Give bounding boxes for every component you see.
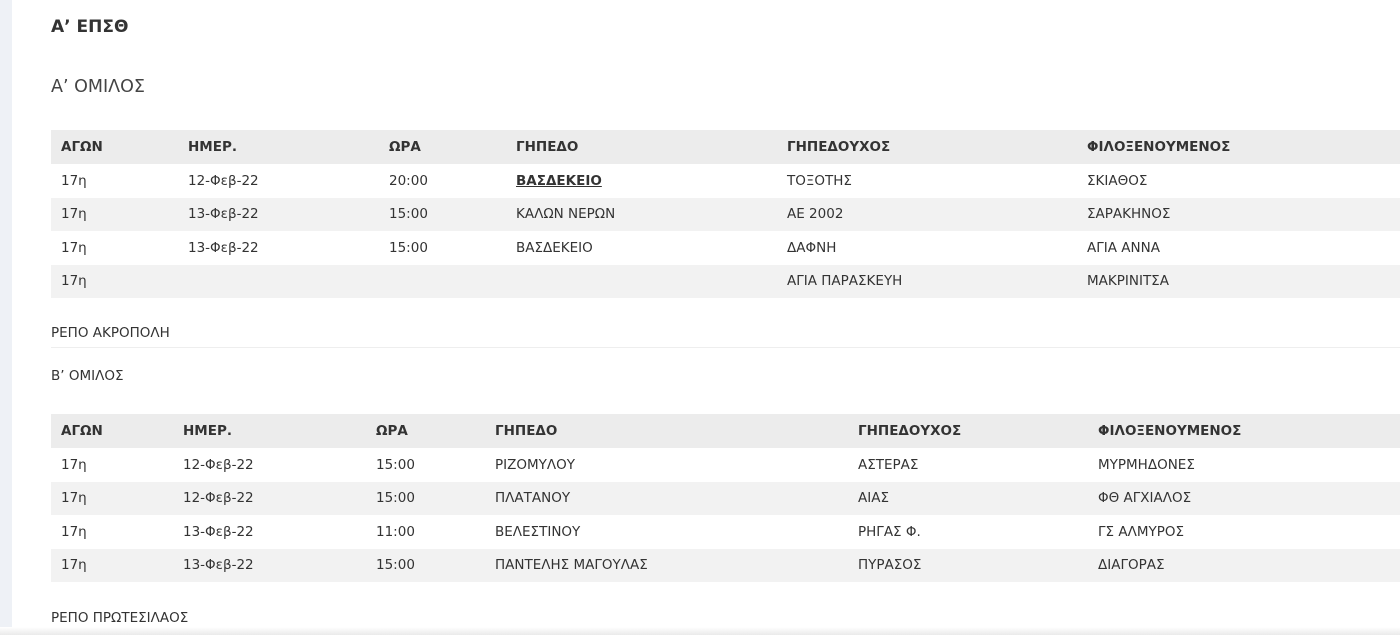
away-team-cell: ΜΑΚΡΙΝΙΤΣΑ	[1077, 265, 1400, 299]
column-header-venue: ΓΗΠΕΔΟ	[506, 130, 777, 164]
column-header-match: ΑΓΩΝ	[51, 414, 173, 448]
time-cell	[379, 265, 506, 299]
table-row	[51, 482, 1400, 516]
time-cell: 15:00	[389, 239, 428, 256]
column-header-home-team: ΓΗΠΕΔΟΥΧΟΣ	[777, 130, 1077, 164]
column-header-home-team: ΓΗΠΕΔΟΥΧΟΣ	[848, 414, 1088, 448]
home-team-cell: ΔΑΦΝΗ	[787, 239, 837, 256]
table-header-row	[51, 130, 1400, 164]
away-team-cell: ΓΣ ΑΛΜΥΡΟΣ	[1098, 523, 1185, 540]
venue-cell: ΒΑΣΔΕΚΕΙΟ	[516, 239, 593, 256]
date-cell	[178, 265, 379, 299]
table-row	[51, 515, 1400, 549]
match-cell: 17η	[51, 482, 173, 516]
match-cell: 17η	[51, 265, 178, 299]
time-cell: 11:00	[376, 523, 415, 540]
away-team-cell: ΣΚΙΑΘΟΣ	[1087, 172, 1148, 189]
date-cell: 13-Φεβ-22	[173, 549, 366, 583]
venue-cell: ΠΑΝΤΕΛΗΣ ΜΑΓΟΥΛΑΣ	[485, 549, 848, 583]
home-team-cell: ΑΙΑΣ	[848, 482, 1088, 516]
away-team-cell: ΦΘ ΑΓΧΙΑΛΟΣ	[1088, 482, 1400, 516]
time-cell: 15:00	[366, 482, 485, 516]
group-a-title: Α’ ΟΜΙΛΟΣ	[51, 77, 145, 97]
match-cell: 17η	[51, 198, 178, 232]
group-a-bye-note: ΡΕΠΟ ΑΚΡΟΠΟΛΗ	[51, 325, 1400, 348]
time-cell: 15:00	[376, 456, 415, 473]
home-team-cell: ΑΣΤΕΡΑΣ	[858, 456, 919, 473]
home-team-cell: ΑΓΙΑ ΠΑΡΑΣΚΕΥΗ	[777, 265, 1077, 299]
venue-cell: ΚΑΛΩΝ ΝΕΡΩΝ	[506, 198, 777, 232]
table-row	[51, 265, 1400, 299]
table-row	[51, 198, 1400, 232]
table-header-row	[51, 414, 1400, 448]
group-b-fixtures-table	[51, 414, 1400, 582]
column-header-match: ΑΓΩΝ	[51, 130, 178, 164]
column-header-away-team: ΦΙΛΟΞΕΝΟΥΜΕΝΟΣ	[1088, 414, 1400, 448]
match-cell: 17η	[61, 172, 87, 189]
venue-cell	[506, 164, 777, 198]
table-row	[51, 231, 1400, 265]
match-cell: 17η	[61, 456, 87, 473]
away-team-cell: ΑΓΙΑ ΑΝΝΑ	[1087, 239, 1160, 256]
bottom-scroll-shadow	[0, 627, 1400, 635]
match-cell: 17η	[61, 239, 87, 256]
group-a-fixtures-table	[51, 130, 1400, 298]
date-cell: 12-Φεβ-22	[188, 172, 259, 189]
home-team-cell: ΠΥΡΑΣΟΣ	[848, 549, 1088, 583]
date-cell: 13-Φεβ-22	[178, 198, 379, 232]
venue-cell: ΠΛΑΤΑΝΟΥ	[485, 482, 848, 516]
date-cell: 12-Φεβ-22	[183, 456, 254, 473]
venue-link[interactable]: ΒΑΣΔΕΚΕΙΟ	[516, 172, 602, 189]
home-team-cell: ΡΗΓΑΣ Φ.	[858, 523, 921, 540]
left-rail	[0, 0, 12, 635]
match-cell: 17η	[61, 523, 87, 540]
away-team-cell: ΣΑΡΑΚΗΝΟΣ	[1077, 198, 1400, 232]
home-team-cell: ΤΟΞΟΤΗΣ	[787, 172, 852, 189]
time-cell: 15:00	[366, 549, 485, 583]
table-row	[51, 164, 1400, 198]
column-header-date: ΗΜΕΡ.	[173, 414, 366, 448]
date-cell: 13-Φεβ-22	[188, 239, 259, 256]
match-cell: 17η	[51, 549, 173, 583]
page-title: Α’ ΕΠΣΘ	[51, 17, 129, 37]
table-row	[51, 448, 1400, 482]
column-header-away-team: ΦΙΛΟΞΕΝΟΥΜΕΝΟΣ	[1077, 130, 1400, 164]
venue-cell: ΡΙΖΟΜΥΛΟΥ	[495, 456, 575, 473]
date-cell: 12-Φεβ-22	[173, 482, 366, 516]
away-team-cell: ΜΥΡΜΗΔΟΝΕΣ	[1098, 456, 1195, 473]
column-header-time: ΩΡΑ	[379, 130, 506, 164]
date-cell: 13-Φεβ-22	[183, 523, 254, 540]
group-b-bye-note: ΡΕΠΟ ΠΡΩΤΕΣΙΛΑΟΣ	[51, 610, 189, 626]
column-header-venue: ΓΗΠΕΔΟ	[485, 414, 848, 448]
time-cell: 15:00	[379, 198, 506, 232]
venue-cell	[506, 265, 777, 299]
group-b-title: Β’ ΟΜΙΛΟΣ	[51, 368, 124, 384]
column-header-time: ΩΡΑ	[366, 414, 485, 448]
time-cell: 20:00	[389, 172, 428, 189]
away-team-cell: ΔΙΑΓΟΡΑΣ	[1088, 549, 1400, 583]
home-team-cell: ΑΕ 2002	[777, 198, 1077, 232]
table-row	[51, 549, 1400, 583]
column-header-date: ΗΜΕΡ.	[178, 130, 379, 164]
venue-cell: ΒΕΛΕΣΤΙΝΟΥ	[495, 523, 581, 540]
